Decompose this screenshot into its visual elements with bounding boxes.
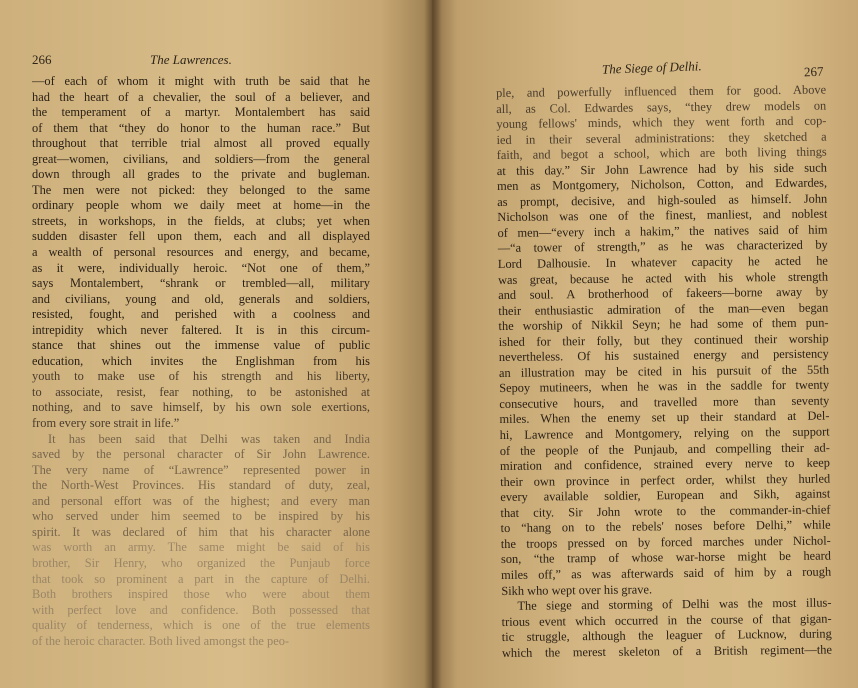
left-page-line: who served under him seemed to be inspired by his <box>32 509 370 524</box>
left-page-line: stance that shines out the immense value of public <box>32 338 370 353</box>
book-gutter <box>424 0 442 688</box>
left-page-line: saved by the personal character of Sir John Lawrence. <box>32 447 370 462</box>
right-page-line: tic struggle, although the leaguer of Lucknow, during <box>501 626 832 645</box>
right-page-number: 267 <box>803 63 824 80</box>
left-page-line: had the heart of a chevalier, the soul of a believer, and <box>32 89 370 104</box>
left-page-line: was worth an army. The same might be said of his <box>32 540 370 555</box>
right-running-title: The Siege of Delhi. <box>601 58 702 77</box>
left-page-line: sudden disaster fell upon them, each and all displayed <box>32 229 370 244</box>
right-page-line: young fellows' minds, which they went forth and cop- <box>496 113 827 132</box>
left-page-line: The very name of “Lawrence” represented power in <box>32 462 370 477</box>
left-page-line: ordinary people whom we daily meet at home—in the <box>32 198 370 213</box>
right-page-line: at this day.” Sir John Lawrence had by his side such <box>496 160 827 178</box>
right-page-line: faith, and begot a school, which are both living things <box>496 144 827 163</box>
left-page-line: youth to make use of his strength and his liberty, <box>32 369 370 384</box>
right-page-line: the troops pressed on by forced marches under Nichol- <box>500 533 831 551</box>
left-page-line: streets, in workshops, in the fields, at clubs; yet when <box>32 213 370 228</box>
right-page-line: —“a tower of strength,” as he was characterized by <box>497 238 828 256</box>
left-page-line: the temperament of a martyr. Montalembert has said <box>32 105 370 120</box>
right-page <box>432 0 858 688</box>
right-page-line: hi, Lawrence and Montgomery, relying on the support <box>499 424 830 443</box>
right-page-line: which the merest skeleton of a British regiment—the <box>501 642 832 660</box>
right-page-line: Nicholson was one of the finest, manliest, and noblest <box>497 206 828 225</box>
right-page-line: men as Montgomery, Nicholson, Cotton, and Edwardes, <box>496 175 828 194</box>
right-page-line: of men—“every inch a hakim,” the natives said of him <box>497 222 828 240</box>
right-page-line: ied in their several administrations: they sketched a <box>496 129 827 147</box>
right-page-text <box>496 83 832 662</box>
right-page-line: ple, and powerfully influenced them for good. Above <box>496 82 827 100</box>
left-page-line: Both brothers inspired those who were about them <box>32 587 370 602</box>
left-page-line: nothing, and to save himself, by his own sole exertions, <box>32 400 370 415</box>
left-page-number: 266 <box>32 52 52 67</box>
right-page-line: their enthusiastic admiration of the man—even began <box>498 300 829 318</box>
left-page-line: resisted, fought, and perished with a coolness and <box>32 307 370 322</box>
right-page-line: every available soldier, European and Sikh, against <box>500 486 831 505</box>
left-page-line: intrepidity which never faltered. It is in this circum- <box>32 322 370 337</box>
right-page-line: nevertheless. Of his sustained energy and persistency <box>498 346 829 365</box>
right-page-line: trious event which occurred in the course of that gigan- <box>501 611 832 629</box>
right-page-line: ished for their folly, but they continued their worship <box>498 331 829 349</box>
left-page-line: The men were not picked: they belonged to the same <box>32 182 370 197</box>
left-page-line: It has been said that Delhi was taken and India <box>48 431 370 446</box>
left-page-line: and personal effort was of the highest; and every man <box>32 493 370 508</box>
left-running-title: The Lawrences. <box>150 52 232 67</box>
left-page-line: the North-West Provinces. His standard of duty, zeal, <box>32 478 370 493</box>
left-page-line: education, which invites the Englishman from his <box>32 353 370 368</box>
right-page-line: son, “the tramp of whose war-horse might be heard <box>500 548 832 567</box>
right-page-line: miles. When the enemy set up their standard at Del- <box>499 409 830 427</box>
left-page-line: quality of tenderness, which is one of the true elements <box>32 618 370 633</box>
right-page-line: The siege and storming of Delhi was the most illus- <box>517 595 832 613</box>
right-page-line: an illustration may be cited in his pursuit of the 55th <box>498 362 830 380</box>
left-page-text <box>32 74 370 649</box>
left-page-line: brother, Sir Henry, who organized the Punjaub force <box>32 555 370 570</box>
left-page-line: from every sore strait in life.” <box>32 416 180 431</box>
left-page-line: of them that “they do honor to the human race.” But <box>32 120 370 135</box>
right-page-line: was great, because he acted with his whole strength <box>497 269 829 287</box>
left-page-line: to associate, resist, fear nothing, to be astonished at <box>32 384 370 399</box>
right-page-line: Sepoy mutineers, when he was in the saddle for twenty <box>499 377 830 396</box>
right-page-line: of the people of the Punjaub, and compelling their ad- <box>499 440 830 458</box>
right-page-line: all, as Col. Edwardes says, “they drew models on <box>496 98 827 116</box>
right-page-line: and soul. A brotherhood of fakeers—borne away by <box>498 284 829 303</box>
right-page-line: miration and confidence, strained every nerve to keep <box>499 455 831 474</box>
left-page-line: of the heroic character. Both lived amongst the peo- <box>32 633 290 648</box>
left-page-line: a wealth of personal resources and energy, and became, <box>32 245 370 260</box>
left-page-line: that took so prominent a part in the capture of Delhi. <box>32 571 370 586</box>
right-page-line: the worship of Nikkil Seyn; he had some of them pun- <box>498 315 829 334</box>
left-page-line: —of each of whom it might with truth be said that he <box>32 74 370 88</box>
right-page-line: to “hang on to the rebels' noses before Delhi,” while <box>500 517 831 536</box>
right-page-line: their own province in perfect order, whilst they hurled <box>500 471 831 489</box>
right-page-line: miles off,” as was afterwards said of him by a rough <box>501 564 832 582</box>
right-page-line: as prompt, decisive, and high-souled as himself. John <box>497 191 828 209</box>
right-page-line: Lord Dalhousie. In whatever capacity he acted he <box>497 253 828 272</box>
right-page-line: Sikh who wept over his grave. <box>501 581 653 598</box>
left-page-line: with perfect love and confidence. Both possessed that <box>32 602 370 617</box>
left-page-line: as it were, individually heroic. “Not one of them,” <box>32 260 370 275</box>
left-page-line: great—women, civilians, and soldiers—from the general <box>32 151 370 166</box>
left-page-line: and civilians, young and old, generals and soldiers, <box>32 291 370 306</box>
left-page-line: spirit. It was declared of him that his character alone <box>32 524 370 539</box>
left-page-line: down through all grades to the private and bugleman. <box>32 167 370 182</box>
right-page-line: consecutive hours, and travelled more than seventy <box>499 393 830 411</box>
right-page-line: that city. Sir John wrote to the commander-in-chief <box>500 502 831 520</box>
left-page-line: says Montalembert, “shrank or trembled—all, military <box>32 276 370 291</box>
left-page-line: throughout that terrible trial almost all proved equally <box>32 136 370 151</box>
